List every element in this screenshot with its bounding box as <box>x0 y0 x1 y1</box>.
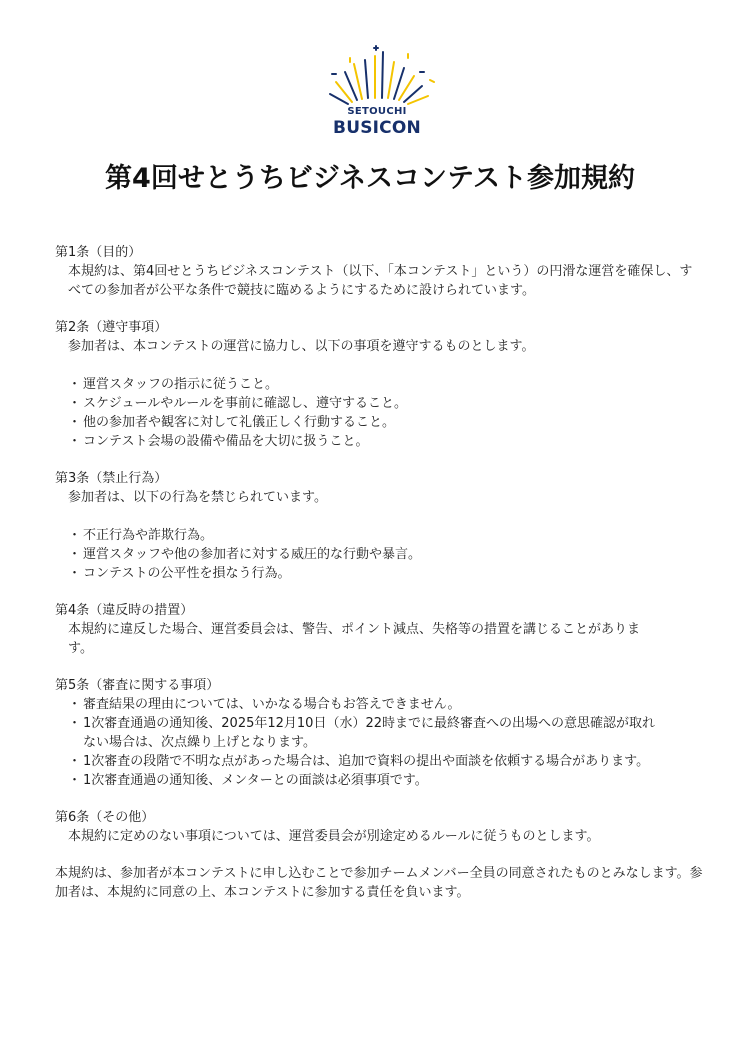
article-1 <box>55 243 705 300</box>
busicon-logo <box>310 42 444 154</box>
article-4 <box>55 601 705 658</box>
list-item: ・ 1次審査通過の通知後、2025年12月10日（水）22時までに最終審査への出場への意思確認が取れない場合は、次点繰り上げとなります。 <box>68 714 665 752</box>
list-item: ・ 他の参加者や観客に対して礼儀正しく行動すること。 <box>68 413 705 432</box>
logo-wordmark: BUSICON <box>333 118 421 138</box>
article-heading: 第4条（違反時の措置） <box>55 603 194 618</box>
article-3 <box>55 469 705 583</box>
list-item: ・ 1次審査通過の通知後、メンターとの面談は必須事項です。 <box>68 771 665 790</box>
article-5 <box>55 676 705 790</box>
article-text: 本規約は、第4回せとうちビジネスコンテスト（以下、「本コンテスト」という）の円滑な運営を確保し、すべての参加者が公平な条件で競技に臨めるようにするために設けられています。 <box>68 264 693 298</box>
list-item: ・ コンテスト会場の設備や備品を大切に扱うこと。 <box>68 432 705 451</box>
article-6 <box>55 808 705 846</box>
article-text: 参加者は、以下の行為を禁じられています。 <box>68 490 327 505</box>
list-item: ・ 運営スタッフの指示に従うこと。 <box>68 375 705 394</box>
article-heading: 第3条（禁止行為） <box>55 471 168 486</box>
closing-statement: 本規約は、参加者が本コンテストに申し込むことで参加チームメンバー全員の同意されたものとみなします。参加者は、本規約に同意の上、本コンテストに参加する責任を負います。 <box>55 866 703 900</box>
article-2 <box>55 318 705 451</box>
list-item: ・ 不正行為や詐欺行為。 <box>68 526 705 545</box>
list-item: ・ 1次審査の段階で不明な点があった場合は、追加で資料の提出や面談を依頼する場合があります。 <box>68 752 665 771</box>
page-title: 第4回せとうちビジネスコンテスト参加規約 <box>105 163 635 194</box>
fireworks-icon <box>310 42 444 106</box>
article-heading: 第2条（遵守事項） <box>55 320 168 335</box>
article-heading: 第5条（審査に関する事項） <box>55 678 220 693</box>
article-text: 本規約に違反した場合、運営委員会は、警告、ポイント減点、失格等の措置を講じることがあります。 <box>68 622 641 656</box>
article-list <box>55 526 705 583</box>
list-item: ・ コンテストの公平性を損なう行為。 <box>68 564 705 583</box>
article-text: 参加者は、本コンテストの運営に協力し、以下の事項を遵守するものとします。 <box>68 339 535 354</box>
list-item: ・ 運営スタッフや他の参加者に対する威圧的な行動や暴言。 <box>68 545 705 564</box>
article-heading: 第1条（目的） <box>55 245 142 260</box>
article-text: 本規約に定めのない事項については、運営委員会が別途定めるルールに従うものとします。 <box>68 829 600 844</box>
article-list <box>55 695 705 790</box>
list-item: ・ スケジュールやルールを事前に確認し、遵守すること。 <box>68 394 705 413</box>
article-heading: 第6条（その他） <box>55 810 155 825</box>
list-item: ・ 審査結果の理由については、いかなる場合もお答えできません。 <box>68 695 665 714</box>
article-list <box>55 375 705 451</box>
terms-body <box>55 243 705 902</box>
logo-subtitle: SETOUCHI <box>347 106 407 117</box>
